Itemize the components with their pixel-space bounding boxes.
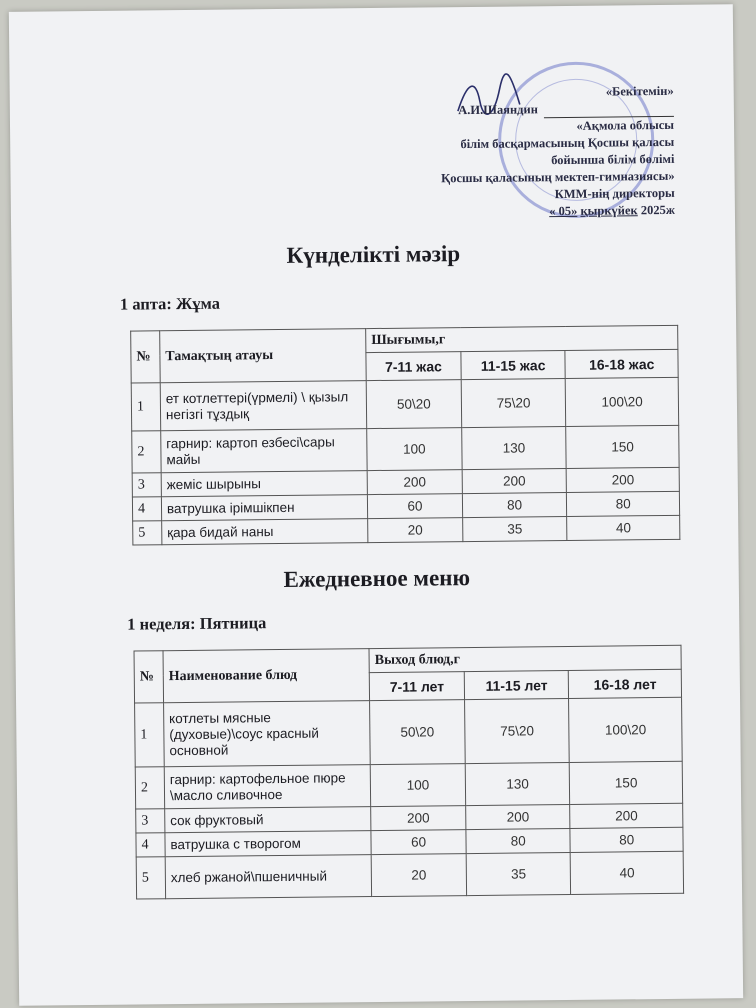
kz-title: Күнделікті мәзір bbox=[286, 241, 461, 268]
row-dish: хлеб ржаной\пшеничный bbox=[165, 855, 372, 899]
row-num: 5 bbox=[133, 521, 162, 545]
approval-date-month: қыркүйек bbox=[580, 203, 638, 218]
ru-title: Ежедневное меню bbox=[283, 565, 471, 592]
header-age-3: 16-18 жас bbox=[565, 349, 678, 378]
row-value-3: 150 bbox=[566, 425, 679, 468]
row-dish: котлеты мясные (духовые)\соус красный основной bbox=[163, 701, 370, 767]
row-value-2: 75\20 bbox=[464, 698, 569, 763]
row-value-2: 200 bbox=[466, 804, 571, 829]
row-num: 4 bbox=[136, 833, 165, 857]
header-age-1: 7-11 лет bbox=[369, 672, 464, 701]
approval-line-4: Қосшы қаласының мектеп-гимназиясы» bbox=[441, 168, 675, 186]
header-name: Тамақтың атауы bbox=[160, 329, 367, 383]
document-sheet bbox=[9, 4, 743, 1006]
header-num: № bbox=[134, 651, 163, 703]
row-value-3: 100\20 bbox=[569, 697, 682, 762]
approval-line-2: білім басқармасының Қосшы қаласы bbox=[460, 134, 675, 152]
kz-week: 1 апта: Жұма bbox=[119, 293, 221, 314]
table-row bbox=[135, 697, 683, 767]
ru-week: 1 неделя: Пятница bbox=[127, 613, 267, 634]
row-value-1: 50\20 bbox=[370, 700, 465, 765]
approval-date bbox=[345, 202, 675, 222]
row-num: 4 bbox=[132, 497, 161, 521]
row-value-1: 20 bbox=[371, 854, 466, 897]
row-value-1: 100 bbox=[370, 764, 465, 807]
row-value-1: 60 bbox=[371, 830, 466, 855]
row-value-3: 150 bbox=[570, 761, 683, 804]
row-dish: гарнир: картофельное пюре \масло сливочное bbox=[164, 765, 371, 809]
row-value-2: 130 bbox=[465, 762, 570, 805]
table-row bbox=[132, 425, 679, 473]
row-value-3: 80 bbox=[567, 491, 680, 516]
row-dish: сок фруктовый bbox=[165, 807, 371, 833]
row-num: 3 bbox=[132, 473, 161, 497]
approval-line-1: «Ақмола облысы bbox=[576, 117, 675, 133]
header-age-3: 16-18 лет bbox=[569, 669, 682, 698]
header-age-2: 11-15 лет bbox=[464, 670, 569, 699]
row-value-3: 200 bbox=[567, 467, 680, 492]
header-output: Выход блюд,г bbox=[369, 645, 681, 672]
row-value-2: 80 bbox=[462, 493, 567, 518]
row-value-2: 80 bbox=[466, 828, 571, 853]
table-row bbox=[133, 515, 680, 545]
table-row bbox=[135, 761, 682, 809]
row-dish: гарнир: картоп езбесі\сары майы bbox=[161, 429, 368, 473]
row-value-2: 35 bbox=[462, 517, 567, 542]
row-value-1: 50\20 bbox=[366, 380, 461, 429]
row-value-1: 20 bbox=[368, 518, 463, 543]
row-value-2: 75\20 bbox=[461, 379, 566, 428]
row-value-2: 130 bbox=[462, 427, 567, 470]
row-value-3: 80 bbox=[570, 827, 683, 852]
row-dish: жеміс шырыны bbox=[161, 471, 367, 497]
row-value-2: 35 bbox=[466, 852, 571, 895]
approval-line-3: бойынша білім бөлімі bbox=[551, 151, 675, 168]
ru-menu-table bbox=[134, 645, 685, 900]
row-value-2: 200 bbox=[462, 469, 567, 494]
director-signature-line bbox=[344, 100, 674, 120]
row-num: 5 bbox=[136, 857, 165, 899]
row-dish: ет котлеттері(үрмелі) \ қызыл негізгі тұздық bbox=[160, 381, 367, 431]
row-num: 1 bbox=[131, 383, 160, 431]
row-value-3: 200 bbox=[570, 803, 683, 828]
row-value-1: 200 bbox=[367, 470, 462, 495]
row-value-3: 40 bbox=[567, 515, 680, 540]
header-age-1: 7-11 жас bbox=[366, 352, 461, 381]
row-value-1: 60 bbox=[367, 494, 462, 519]
header-num: № bbox=[131, 331, 160, 383]
row-value-1: 200 bbox=[371, 806, 466, 831]
row-num: 1 bbox=[135, 703, 165, 767]
row-dish: ватрушка ірімшікпен bbox=[161, 495, 367, 521]
table-row bbox=[131, 377, 678, 431]
table-row bbox=[136, 851, 683, 899]
approval-block bbox=[344, 83, 675, 222]
row-dish: ватрушка с творогом bbox=[165, 831, 371, 857]
row-value-3: 40 bbox=[571, 851, 684, 894]
approval-date-day: « 05» bbox=[549, 203, 578, 219]
row-value-3: 100\20 bbox=[566, 377, 679, 426]
row-dish: қара бидай наны bbox=[162, 519, 368, 545]
header-age-2: 11-15 жас bbox=[461, 351, 566, 380]
row-num: 3 bbox=[136, 809, 165, 833]
approval-title: «Бекітемін» bbox=[605, 83, 674, 99]
approval-date-year: 2025ж bbox=[640, 202, 675, 218]
row-num: 2 bbox=[132, 431, 161, 473]
header-name: Наименование блюд bbox=[163, 649, 370, 703]
header-output: Шығымы,г bbox=[366, 325, 678, 352]
director-name: А.И.Шаяндин bbox=[458, 102, 538, 118]
approval-line-5: КММ-нің директоры bbox=[554, 185, 675, 202]
row-num: 2 bbox=[135, 767, 164, 809]
kz-menu-table bbox=[130, 325, 680, 546]
row-value-1: 100 bbox=[367, 428, 462, 471]
